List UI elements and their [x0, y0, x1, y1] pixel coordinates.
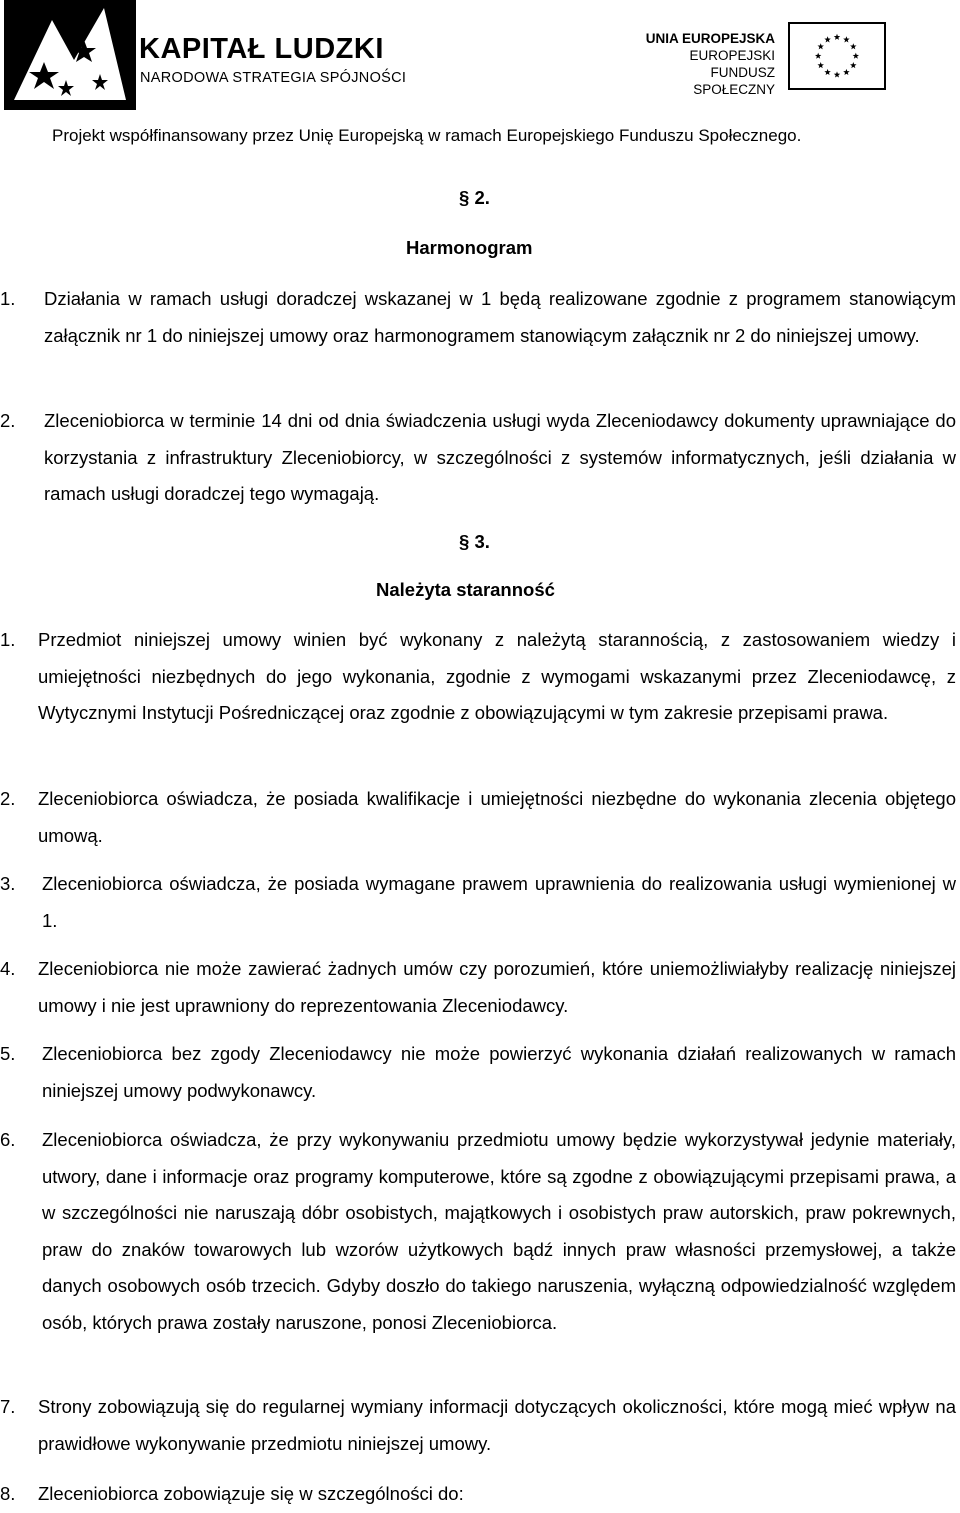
- kapital-ludzki-title: KAPITAŁ LUDZKI: [139, 33, 384, 65]
- list-item-text: Zleceniobiorca oświadcza, że przy wykonywaniu przedmiotu umowy będzie wykorzystywał jedynie materiały, utwory, dane i informacje oraz programy komputerowe, które są zgodne z obowiązującymi przepisami prawa, a w szczególności nie naruszają dóbr osobistych, majątkowych i osobistych praw autorskich, praw pokrewnych, praw do znaków towarowych lub wzorów użytkowych bądź innych praw własności przemysłowej, a także danych osobowych osób trzecich. Gdyby doszło do takiego naruszenia, wyłączną odpowiedzialność względem osób, których prawa zostały naruszone, ponosi Zleceniobiorca.: [42, 1129, 956, 1333]
- eu-star-icon: [824, 69, 830, 75]
- list-item: [0, 1476, 956, 1513]
- project-cofinancing-line: Projekt współfinansowany przez Unię Europejską w ramach Europejskiego Funduszu Społecznego.: [52, 126, 802, 145]
- section-2-number: [459, 189, 490, 208]
- paragraph-sign-icon: §: [459, 187, 470, 208]
- list-item: [0, 951, 956, 1024]
- section-3-number: [459, 533, 490, 552]
- list-item-text: Zleceniobiorca nie może zawierać żadnych umów czy porozumień, które uniemożliwiałyby realizację niniejszej umowy i nie jest uprawniony do reprezentowania Zleceniodawcy.: [38, 958, 956, 1016]
- eu-star-icon: [815, 53, 821, 59]
- list-item-number: 2.: [0, 788, 16, 809]
- list-item-number: 1.: [0, 629, 16, 650]
- list-item-text: Zleceniobiorca bez zgody Zleceniodawcy nie może powierzyć wykonania działań realizowanych w ramach niniejszej umowy podwykonawcy.: [42, 1043, 956, 1101]
- list-item-text: Przedmiot niniejszej umowy winien być wykonany z należytą starannością, z zastosowaniem wiedzy i umiejętności niezbędnych do jego wykonania, zgodnie z wymogami wskazanymi przez Zleceniodawcę, z Wytycznymi Instytucji Pośredniczącej oraz zgodnie z obowiązującymi w tym zakresie przepisami prawa.: [38, 629, 956, 723]
- eu-line-3: FUNDUSZ SPOŁECZNY: [693, 65, 775, 97]
- kapital-ludzki-logo-icon: [4, 0, 136, 110]
- list-item-text: Zleceniobiorca oświadcza, że posiada wymagane prawem uprawnienia do realizowania usługi wymienionej w 1.: [42, 873, 956, 931]
- section-3-number-text: 3.: [474, 531, 490, 552]
- eu-star-icon: [850, 43, 856, 49]
- eu-star-icon: [850, 62, 856, 68]
- section-2-title: Harmonogram: [406, 237, 533, 258]
- eu-star-icon: [834, 34, 840, 40]
- list-item-number: 4.: [0, 958, 16, 979]
- list-item: [0, 1036, 956, 1109]
- list-item: [0, 1122, 956, 1341]
- kapital-ludzki-subtitle: NARODOWA STRATEGIA SPÓJNOŚCI: [140, 70, 407, 86]
- list-item: [0, 1389, 956, 1462]
- list-item-number: 7.: [0, 1396, 16, 1417]
- eu-star-icon: [843, 69, 849, 75]
- eu-flag-icon: [788, 22, 886, 90]
- eu-line-2: EUROPEJSKI: [689, 48, 775, 63]
- eu-star-icon: [834, 71, 840, 77]
- list-item-number: 6.: [0, 1129, 16, 1150]
- list-item-text: Zleceniobiorca oświadcza, że posiada kwalifikacje i umiejętności niezbędne do wykonania zlecenia objętego umową.: [38, 788, 956, 846]
- list-item-number: 5.: [0, 1043, 16, 1064]
- eu-star-icon: [824, 36, 830, 42]
- list-item: [0, 281, 956, 354]
- list-item: [0, 866, 956, 939]
- list-item-number: 2.: [0, 410, 16, 431]
- page-header: [0, 0, 960, 160]
- list-item: [0, 403, 956, 513]
- list-item-text: Zleceniobiorca w terminie 14 dni od dnia świadczenia usługi wyda Zleceniodawcy dokumenty uprawniające do korzystania z infrastruktury Zleceniobiorcy, w szczególności z systemów informatycznych, jeśli działania w ramach usługi doradczej tego wymagają.: [44, 410, 956, 504]
- list-item: [0, 622, 956, 732]
- paragraph-sign-icon: §: [459, 531, 470, 552]
- list-item-text: Zleceniobiorca zobowiązuje się w szczególności do:: [38, 1483, 464, 1504]
- section-2-number-text: 2.: [474, 187, 490, 208]
- eu-star-icon: [817, 43, 823, 49]
- eu-star-icon: [843, 36, 849, 42]
- list-item: [0, 781, 956, 854]
- eu-star-icon: [817, 62, 823, 68]
- list-item-number: 1.: [0, 288, 16, 309]
- list-item-text: Strony zobowiązują się do regularnej wymiany informacji dotyczących okoliczności, które mogą mieć wpływ na prawidłowe wykonywanie przedmiotu niniejszej umowy.: [38, 1396, 956, 1454]
- eu-line-1: UNIA EUROPEJSKA: [645, 31, 775, 46]
- eu-star-icon: [853, 53, 859, 59]
- eu-fund-label: [639, 30, 775, 98]
- list-item-number: 3.: [0, 873, 16, 894]
- section-3-title: Należyta staranność: [376, 579, 555, 600]
- list-item-text: Działania w ramach usługi doradczej wskazanej w 1 będą realizowane zgodnie z programem stanowiącym załącznik nr 1 do niniejszej umowy oraz harmonogramem stanowiącym załącznik nr 2 do niniejszej umowy.: [44, 288, 956, 346]
- list-item-number: 8.: [0, 1483, 16, 1504]
